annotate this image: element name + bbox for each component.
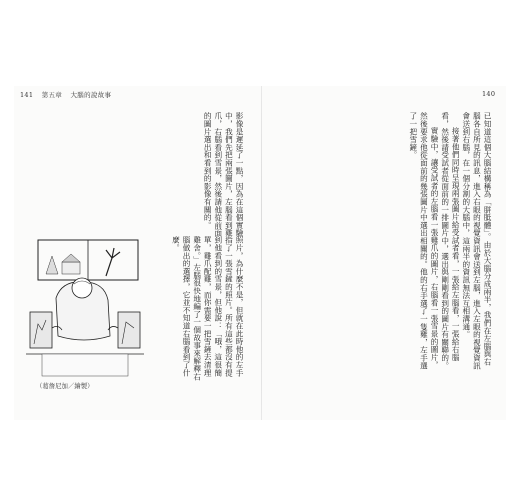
left-page-bottom-text (152, 236, 244, 384)
left-page-header (20, 90, 117, 99)
paragraph: 實驗中，讓受試者的左腦看一張雞爪的圖片，右腦看一張雪景的圖片，然後要求他從面前的幾張圖片中選出相關的。他的右手選了一隻雞，左手選了一把雪鏟。 (408, 112, 440, 370)
book-gutter (261, 86, 262, 420)
right-page-body (296, 112, 492, 370)
paragraph: 影像是遲延了一點，因為在這個實驗中，我們先把兩張圖片，左腦看到雞爪，右腦看到雪景，然後請他從前面的圖片選出和看到的影像有關的。 (203, 112, 244, 237)
illustration-caption: （葛詹尼加／繪製） (36, 382, 94, 390)
right-page-number: 140 (482, 90, 496, 98)
paragraph: 已知道這個大腦結構稱為「胼胝體」。由於大腦分成兩半，我們在左腦與右腦各自所見的訊息，進入右眼的視覺資訊會送到左腦，進入左眼的視覺資訊會送到右腦，在一個分割的大腦中，這兩半的資訊無法互相溝通。 (461, 112, 492, 370)
chapter-title: 大腦的說故事 (70, 91, 112, 99)
split-brain-experiment-illustration (22, 232, 148, 384)
left-page-top-text (152, 112, 244, 240)
paragraph: 照片，為什麼不是，但就在此時他的左手指了一張雪鏟的照片。所有這些都沒有提到他看到的雪景，但他說：「哦，這很簡單，雞爪配雞，而你需要一把雪鏟去清理雞舍。」左腦很快地編了一個故事來解釋右腦做出的選擇，它並不知道右腦看到了什麼。 (171, 236, 244, 381)
paragraph: 接著他們同時呈現兩張圖片給受試者看，一張給左腦看，一張給右腦看，然後請受試者從面前的一排圖片中，選出與剛剛看到的圖片有關聯的。 (440, 112, 461, 370)
left-page-number: 141 (20, 91, 34, 99)
chapter-label: 第五章 (41, 91, 63, 99)
